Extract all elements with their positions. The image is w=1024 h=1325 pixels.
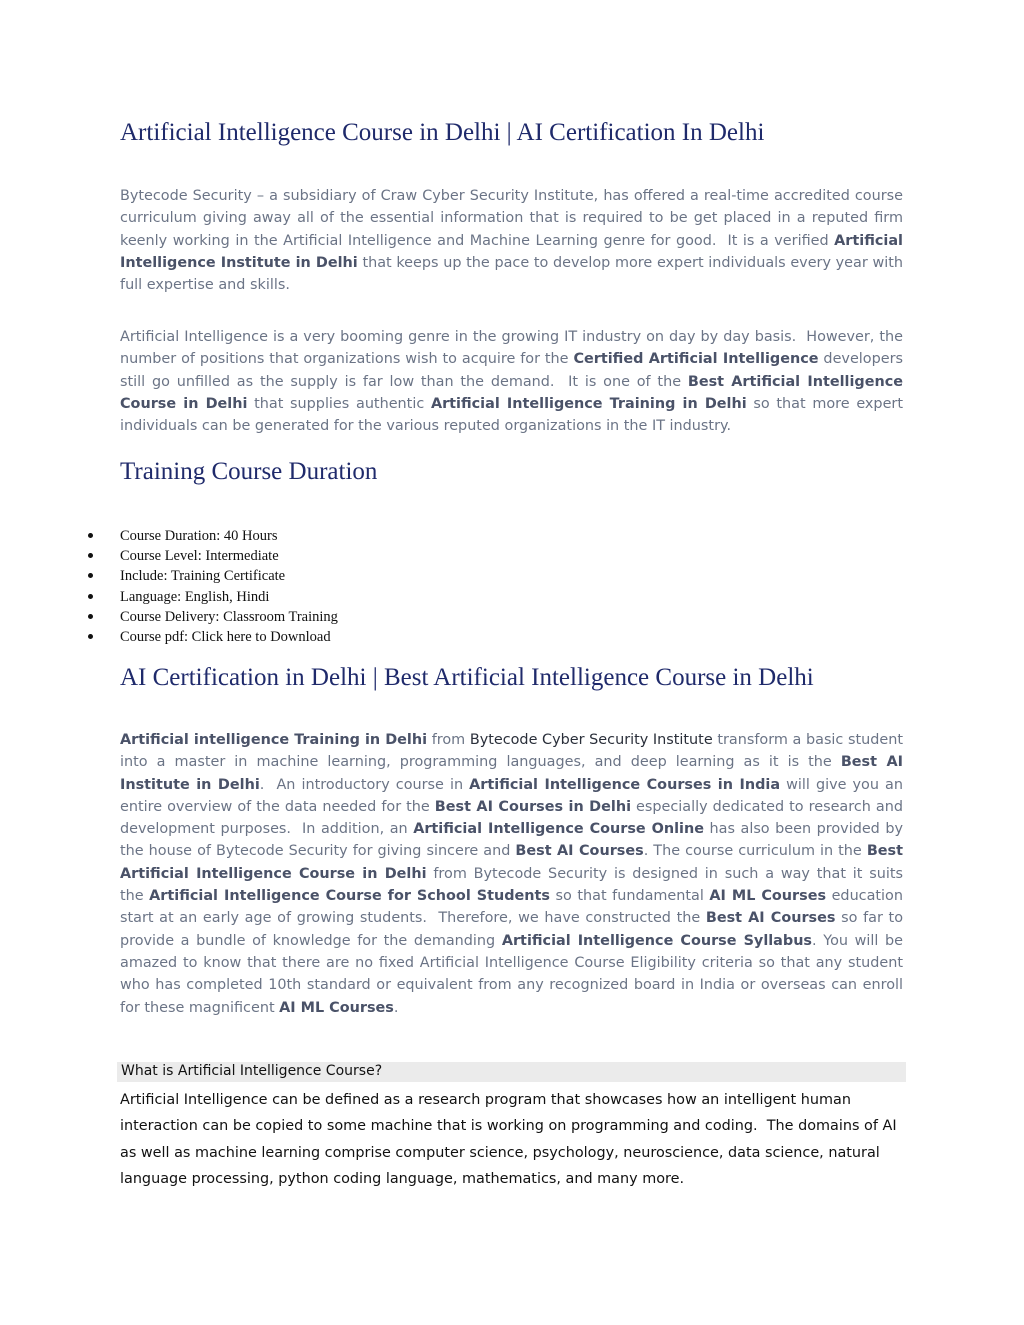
duration-heading: Training Course Duration	[120, 458, 378, 485]
cert-bold-9: AI ML Courses	[709, 888, 827, 905]
booming-bold-1: Certified Artificial Intelligence	[573, 351, 819, 368]
cert-institute-name: Bytecode Cyber Security Institute	[469, 732, 713, 748]
booming-bold-3: Artificial Intelligence Training in Delhi	[430, 395, 747, 412]
cert-text-11: so far to provide a bundle of knowledge for the demanding	[120, 910, 904, 949]
booming-bold-2: Best Artificial Intelligence Course in Delhi	[120, 373, 903, 412]
cert-text-13: .	[393, 999, 399, 1016]
duration-list-item	[88, 566, 338, 586]
cert-bold-2: Best AI Institute in Delhi	[120, 754, 903, 793]
list-item-text: Course Level: Intermediate	[120, 548, 279, 565]
cert-text-4: will give you an entire overview of the data needed for the	[120, 776, 903, 815]
booming-text-3: that supplies authentic	[247, 395, 431, 412]
booming-text-2: developers still go unfilled as the supply is far low than the demand. It is one of the	[120, 351, 903, 390]
bullet-icon	[88, 614, 93, 619]
duration-list-item	[88, 546, 338, 566]
cert-text-8: from Bytecode Security is designed in such a way that it suits the	[120, 865, 903, 905]
cert-bold-4: Best AI Courses in Delhi	[434, 798, 631, 815]
what-is-heading: What is Artificial Intelligence Course?	[121, 1063, 383, 1079]
bullet-icon	[88, 594, 93, 599]
duration-list-item	[88, 587, 338, 607]
intro-text-2: that keeps up the pace to develop more expert individuals every year with full expertise and skills.	[120, 254, 903, 294]
cert-bold-7: Best Artificial Intelligence Course in Delhi	[120, 843, 903, 882]
certification-heading: AI Certification in Delhi | Best Artificial Intelligence Course in Delhi	[120, 664, 814, 691]
cert-text-5: especially dedicated to research and development purposes. In addition, an	[120, 798, 903, 838]
booming-text-1: Artificial Intelligence is a very booming genre in the growing IT industry on day by day basis. However, the number of positions that organizations wish to acquire for the	[120, 329, 903, 368]
cert-bold-3: Artificial Intelligence Courses in India	[469, 776, 781, 793]
certification-paragraph	[120, 729, 903, 1019]
cert-text-9: so that fundamental	[549, 888, 710, 905]
cert-bold-11: Artificial Intelligence Course Syllabus	[501, 932, 813, 949]
intro-bold-1: Artificial Intelligence Institute in Delhi	[120, 232, 903, 271]
cert-bold-1: Artificial intelligence Training in Delhi	[120, 732, 428, 748]
cert-text-3: . An introductory course in	[259, 776, 470, 793]
cert-bold-6: Best AI Courses	[515, 843, 644, 860]
cert-text-12: . You will be amazed to know that there are no fixed Artificial Intelligence Course Eligibility criteria so that any student who has completed 10th standard or equivalent from any recognized board in India or overseas can enroll for these magnificent	[120, 932, 904, 1016]
list-item-text: Language: English, Hindi	[120, 588, 270, 605]
bullet-icon	[88, 553, 93, 558]
duration-list-item	[88, 526, 338, 546]
cert-text-1: from	[427, 732, 470, 748]
duration-list-item	[88, 607, 338, 627]
duration-list-item[interactable]	[88, 627, 338, 647]
cert-bold-12: AI ML Courses	[279, 999, 394, 1016]
duration-list	[88, 526, 338, 647]
cert-bold-5: Artificial Intelligence Course Online	[413, 821, 704, 838]
booming-paragraph	[120, 326, 903, 437]
cert-text-2: transform a basic student into a master in machine learning, programming languages, and deep learning as it is the	[120, 732, 904, 771]
intro-text-1: Bytecode Security – a subsidiary of Craw Cyber Security Institute, has offered a real-time accredited course curriculum giving away all of the essential information that is required to be get placed in a reputed firm keenly working in the Artificial Intelligence and Machine Learning genre for good. It is a verified	[120, 188, 903, 249]
booming-text-4: so that more expert individuals can be generated for the various reputed organizations in the IT industry.	[120, 395, 903, 435]
cert-bold-10: Best AI Courses	[705, 910, 836, 927]
what-is-paragraph: Artificial Intelligence can be defined as a research program that showcases how an intelligent human interaction can be copied to some machine that is working on programming and coding. The domains of AI as well as machine learning comprise computer science, psychology, neuroscience, data science, natural language processing, python coding language, mathematics, and many more.	[120, 1092, 897, 1187]
list-item-text: Course Delivery: Classroom Training	[120, 608, 338, 625]
download-link[interactable]: Course pdf: Click here to Download	[120, 628, 331, 645]
bullet-icon	[88, 634, 93, 639]
bullet-icon	[88, 533, 93, 538]
bullet-icon	[88, 573, 93, 578]
cert-bold-8: Artificial Intelligence Course for School Students	[149, 888, 550, 905]
list-item-text: Course Duration: 40 Hours	[120, 528, 278, 544]
cert-text-6: has also been provided by the house of Bytecode Security for giving sincere and	[120, 821, 903, 860]
section-heading-band	[117, 1062, 906, 1082]
intro-paragraph	[120, 185, 903, 296]
cert-text-7: . The course curriculum in the	[643, 843, 867, 860]
page-title: Artificial Intelligence Course in Delhi | AI Certification In Delhi	[120, 119, 765, 146]
cert-text-10: education start at an early age of growing students. Therefore, we have constructed the	[120, 888, 903, 927]
list-item-text: Include: Training Certificate	[120, 568, 286, 585]
